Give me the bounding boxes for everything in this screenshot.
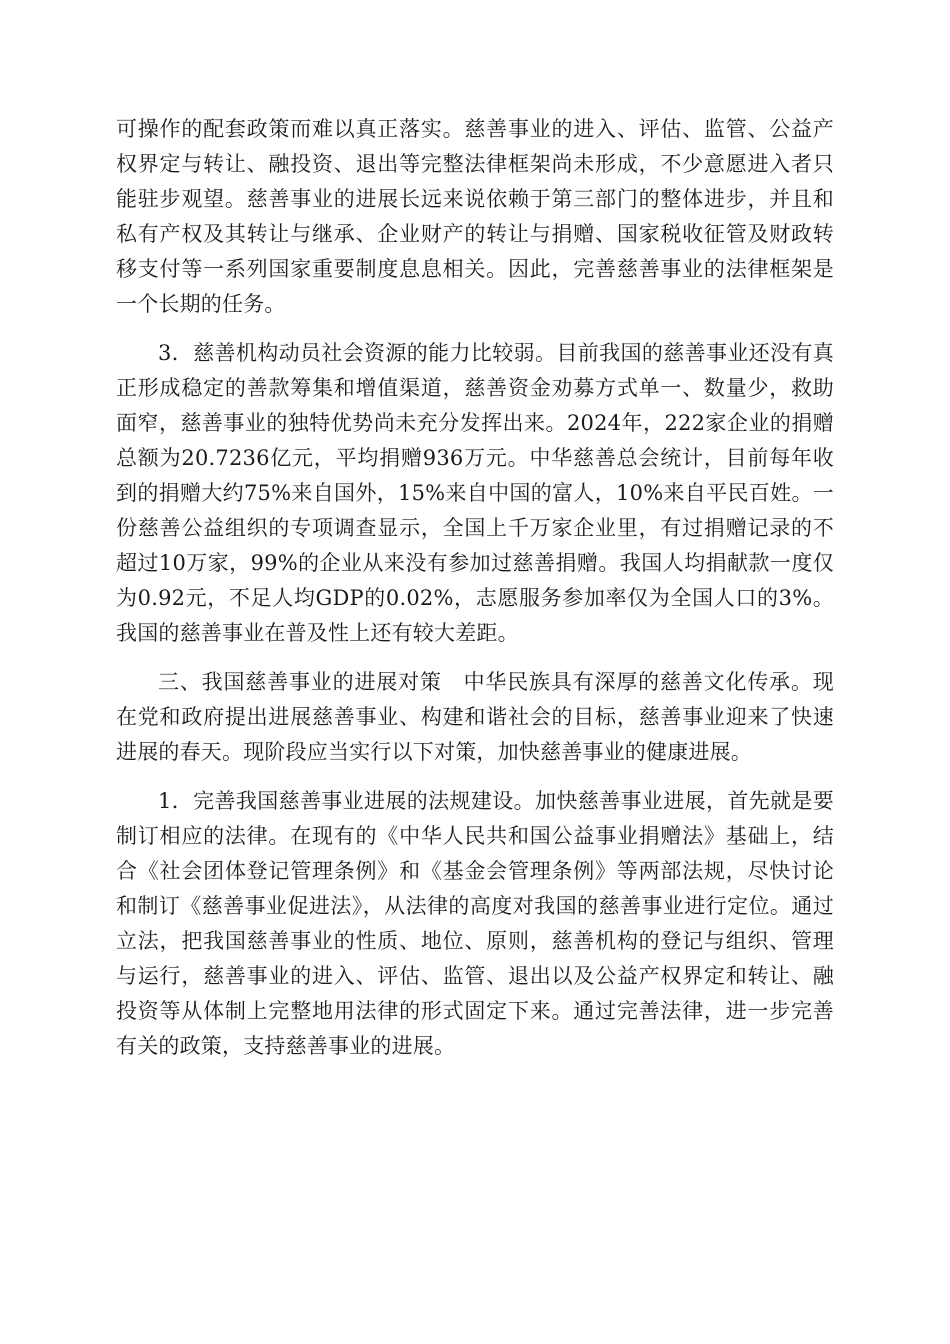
section-heading-paragraph: 三、我国慈善事业的进展对策 中华民族具有深厚的慈善文化传承。现在党和政府提出进展慈善事业、构建和谐社会的目标，慈善事业迎来了快速进展的春天。现阶段应当实行以下对策，加快慈善事业的健康进展。 [116, 670, 834, 764]
paragraph-point-1: 1．完善我国慈善事业进展的法规建设。加快慈善事业进展，首先就是要制订相应的法律。在现有的《中华人民共和国公益事业捐赠法》基础上，结合《社会团体登记管理条例》和《基金会管理条例》等两部法规，尽快讨论和制订《慈善事业促进法》，从法律的高度对我国的慈善事业进行定位。通过立法，把我国慈善事业的性质、地位、原则，慈善机构的登记与组织、管理与运行，慈善事业的进入、评估、监管、退出以及公益产权界定和转让、融投资等从体制上完整地用法律的形式固定下来。通过完善法律，进一步完善有关的政策，支持慈善事业的进展。 [116, 789, 834, 1058]
document-body [116, 112, 834, 1064]
paragraph-continued: 可操作的配套政策而难以真正落实。慈善事业的进入、评估、监管、公益产权界定与转让、融投资、退出等完整法律框架尚未形成，不少意愿进入者只能驻步观望。慈善事业的进展长远来说依赖于第三部门的整体进步，并且和私有产权及其转让与继承、企业财产的转让与捐赠、国家税收征管及财政转移支付等一系列国家重要制度息息相关。因此，完善慈善事业的法律框架是一个长期的任务。 [116, 117, 834, 316]
paragraph-point-3: 3．慈善机构动员社会资源的能力比较弱。目前我国的慈善事业还没有真正形成稳定的善款筹集和增值渠道，慈善资金劝募方式单一、数量少，救助面窄，慈善事业的独特优势尚未充分发挥出来。2024年，222家企业的捐赠总额为20.7236亿元，平均捐赠936万元。中华慈善总会统计，目前每年收到的捐赠大约75%来自国外，15%来自中国的富人，10%来自平民百姓。一份慈善公益组织的专项调查显示，全国上千万家企业里，有过捐赠记录的不超过10万家，99%的企业从来没有参加过慈善捐赠。我国人均捐献款一度仅为0.92元，不足人均GDP的0.02%，志愿服务参加率仅为全国人口的3%。我国的慈善事业在普及性上还有较大差距。 [116, 341, 834, 645]
